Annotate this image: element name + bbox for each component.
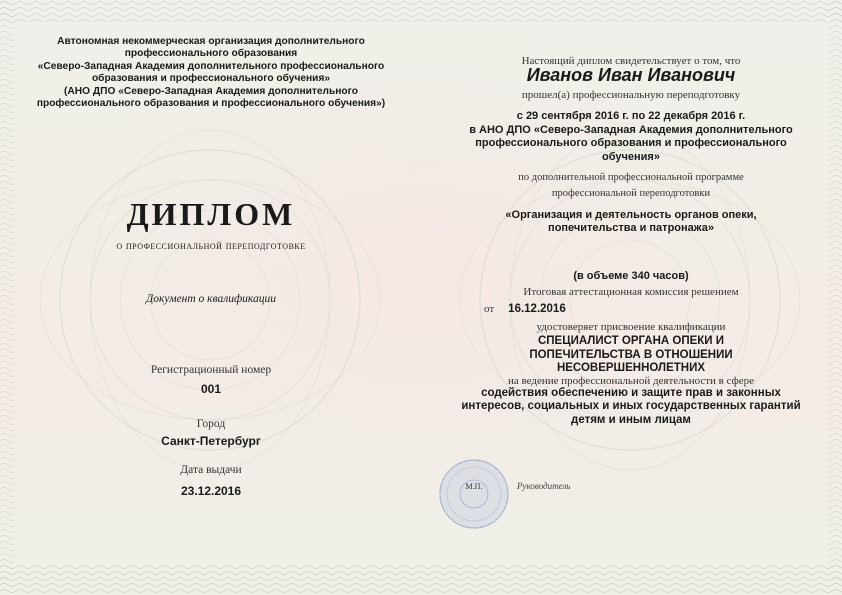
- certificate-intro: Настоящий диплом свидетельствует о том, что: [521, 55, 741, 67]
- program-name-line: «Организация и деятельность органов опеки,: [505, 209, 757, 221]
- org-header-line: «Северо-Западная Академия дополнительного профессионального: [37, 60, 385, 72]
- program-name: [440, 209, 822, 236]
- qualification-line: ПОПЕЧИТЕЛЬСТВА В ОТНОШЕНИИ: [529, 348, 733, 361]
- issue-date: 23.12.2016: [180, 484, 242, 498]
- academy-line: обучения»: [602, 150, 660, 163]
- activity-line: интересов, социальных и иных государственных гарантий: [461, 400, 801, 413]
- academy-line: профессионального образования и профессионального: [475, 137, 787, 150]
- stamp-seal-icon: [438, 458, 510, 530]
- program-hours: (в объеме 340 часов): [573, 270, 689, 282]
- document-type: Документ о квалификации: [145, 293, 277, 305]
- diploma-title: ДИПЛОМ: [126, 196, 296, 232]
- org-header-line: (АНО ДПО «Северо-Западная Академия дополнительного: [64, 85, 358, 97]
- from-label: от: [484, 303, 495, 315]
- program-name-line: попечительства и патронажа»: [548, 222, 714, 235]
- completed-text: прошел(а) профессиональную переподготовку: [521, 89, 741, 101]
- diploma-subtitle: о профессиональной переподготовке: [116, 240, 306, 252]
- org-header-line: профессионального образования и профессионального обучения»): [36, 98, 386, 110]
- qualification-line: СПЕЦИАЛИСТ ОРГАНА ОПЕКИ И: [537, 335, 725, 347]
- qualification-line: НЕСОВЕРШЕННОЛЕТНИХ: [556, 362, 706, 374]
- academy-name: [440, 124, 822, 164]
- stamp-label: М.П.: [465, 482, 483, 491]
- program-intro-2: профессиональной переподготовки: [551, 188, 711, 199]
- organization-header: [20, 36, 402, 110]
- city-label: Город: [196, 418, 226, 430]
- activity-area: [440, 387, 822, 427]
- training-period: с 29 сентября 2016 г. по 22 декабря 2016 г.: [516, 110, 746, 122]
- registration-label: Регистрационный номер: [150, 364, 272, 376]
- commission-text: Итоговая аттестационная комиссия решением: [523, 286, 739, 298]
- person-name: Иванов Иван Иванович: [526, 65, 736, 85]
- program-intro: по дополнительной профессиональной программе: [518, 172, 744, 183]
- academy-line: в АНО ДПО «Северо-Западная Академия дополнительного: [469, 124, 793, 136]
- org-header-line: профессионального образования: [124, 48, 298, 60]
- org-header-line: Автономная некоммерческая организация дополнительного: [57, 36, 365, 47]
- director-label: Руководитель: [517, 481, 571, 491]
- org-header-line: образования и профессионального обучения»: [91, 73, 331, 85]
- city-value: Санкт-Петербург: [161, 434, 261, 448]
- decision-date-row: [484, 303, 784, 315]
- registration-number: 001: [200, 382, 222, 396]
- activity-line: содействия обеспечению и защите прав и законных: [481, 387, 781, 399]
- issue-date-label: Дата выдачи: [180, 464, 242, 476]
- activity-intro: на ведение профессиональной деятельности в сфере: [507, 375, 755, 387]
- assign-text: удостоверяет присвоение квалификации: [536, 321, 726, 333]
- decision-date: 16.12.2016: [508, 303, 566, 315]
- activity-line: детям и иным лицам: [571, 413, 691, 426]
- qualification: [440, 335, 822, 376]
